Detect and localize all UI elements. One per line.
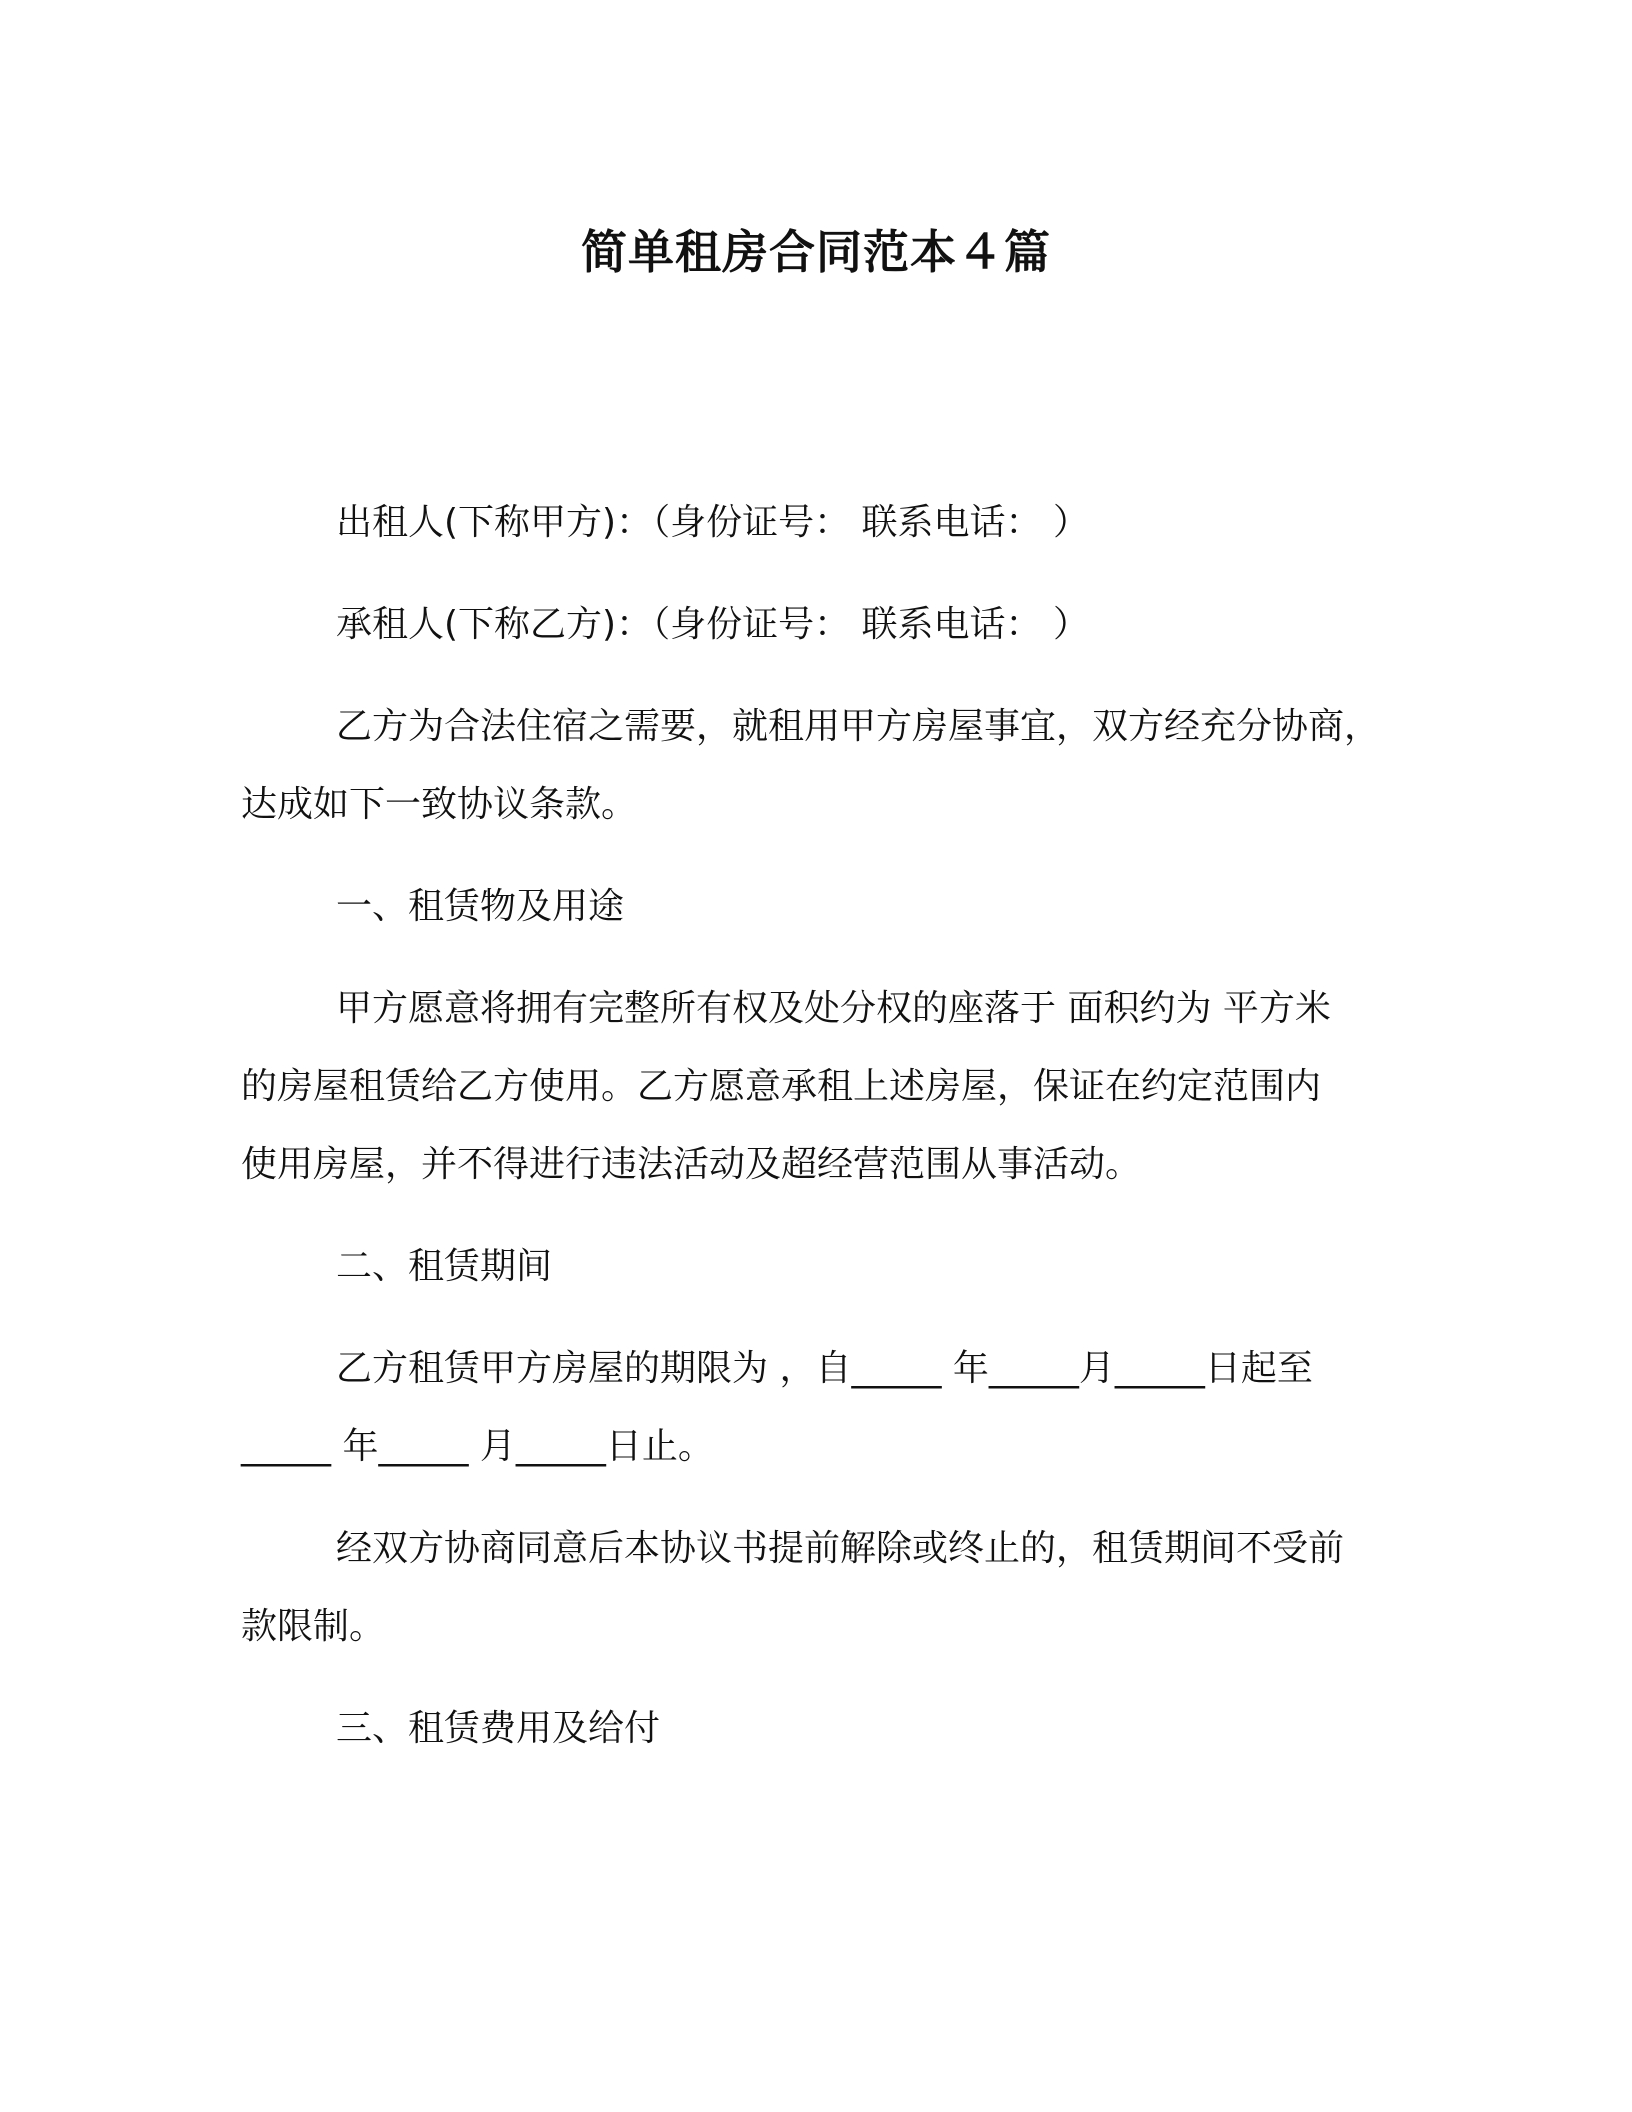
section-2-line-4: 款限制。 (241, 1606, 386, 1647)
document-title: 简单租房合同范本４篇 (581, 225, 1051, 279)
section-2-line-1: 乙方租赁甲方房屋的期限为 ，自_____ 年_____月_____日起至 (336, 1348, 1313, 1389)
section-1-line-2: 的房屋租赁给乙方使用。乙方愿意承租上述房屋，保证在约定范围内 (241, 1066, 1322, 1107)
section-2-line-2: _____ 年_____ 月_____日止。 (241, 1426, 714, 1467)
section-1-line-1: 甲方愿意将拥有完整所有权及处分权的座落于 面积约为 平方米 (336, 988, 1331, 1029)
section-heading-2: 二、租赁期间 (336, 1246, 553, 1287)
section-1-line-3: 使用房屋，并不得进行违法活动及超经营范围从事活动。 (241, 1144, 1142, 1185)
section-heading-3: 三、租赁费用及给付 (336, 1708, 661, 1749)
lessor-line: 出租人(下称甲方)：（身份证号： 联系电话： ） (336, 502, 1089, 543)
intro-paragraph-line-1: 乙方为合法住宿之需要，就租用甲方房屋事宜，双方经充分协商， (336, 706, 1381, 747)
lessee-line: 承租人(下称乙方)：（身份证号： 联系电话： ） (336, 604, 1089, 645)
section-heading-1: 一、租赁物及用途 (336, 886, 625, 927)
section-2-line-3: 经双方协商同意后本协议书提前解除或终止的，租赁期间不受前 (336, 1528, 1345, 1569)
intro-paragraph-line-2: 达成如下一致协议条款。 (241, 784, 638, 825)
